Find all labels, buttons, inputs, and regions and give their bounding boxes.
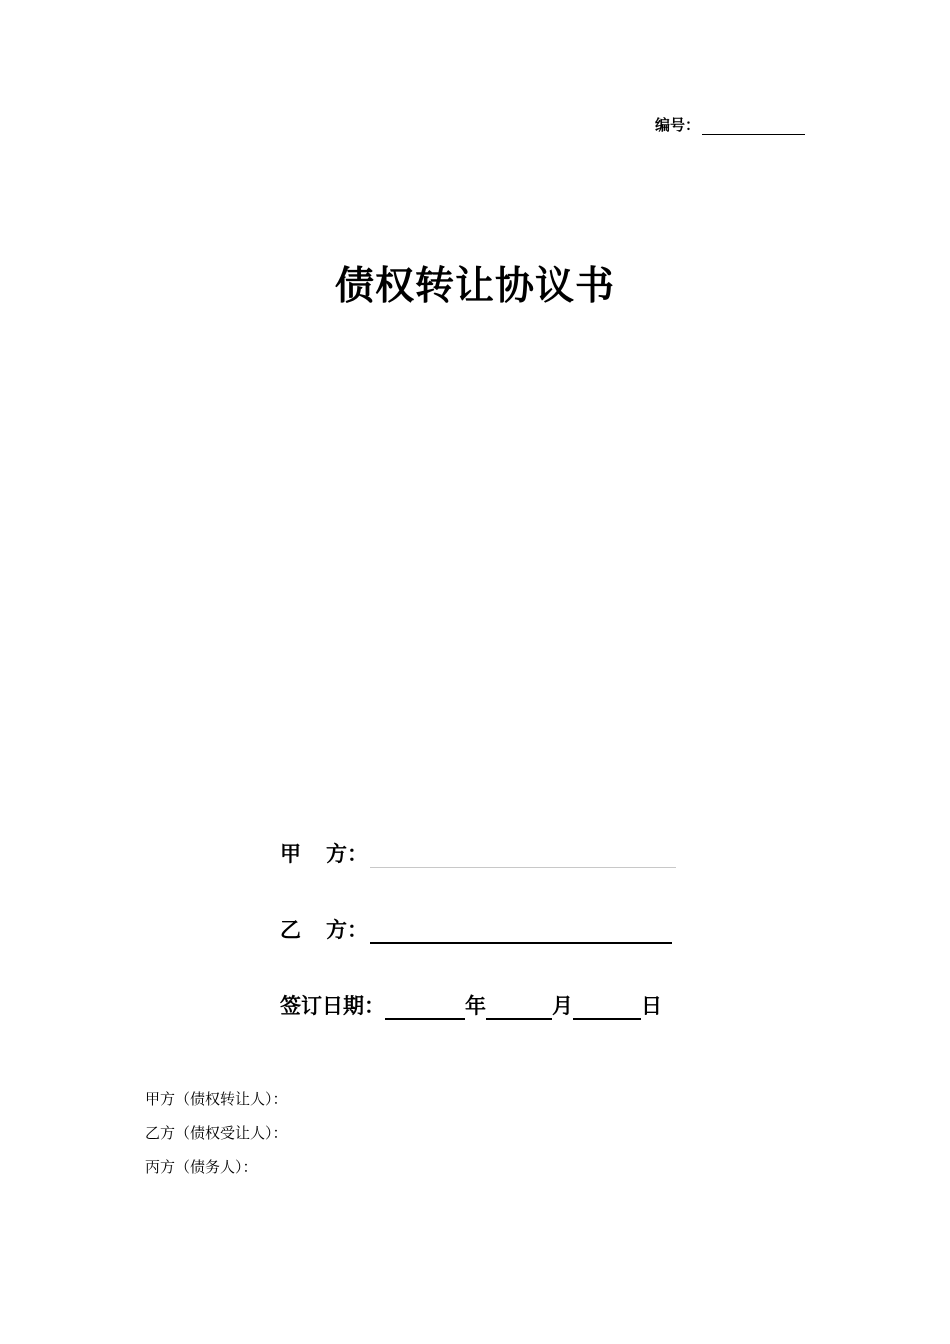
document-number	[655, 114, 805, 135]
sign-date-month-blank[interactable]	[486, 998, 552, 1020]
sign-date-label: 签订日期：	[280, 994, 385, 1018]
party-a-field	[280, 838, 676, 868]
party-a-label-char2: 方：	[326, 842, 368, 866]
party-b-line: 乙方（债权受让人）：	[145, 1124, 288, 1142]
party-a-line: 甲方（债权转让人）：	[145, 1090, 288, 1108]
party-a-blank[interactable]	[370, 847, 676, 868]
sign-date-day-label: 日	[641, 994, 662, 1018]
party-b-label-char1: 乙	[280, 918, 301, 942]
sign-date-year-label: 年	[465, 994, 486, 1018]
sign-date-year-blank[interactable]	[385, 998, 465, 1020]
party-c-line: 丙方（债务人）：	[145, 1158, 258, 1176]
party-b-field	[280, 914, 672, 944]
party-b-label-char2: 方：	[326, 918, 368, 942]
party-a-label-char1: 甲	[280, 842, 301, 866]
party-b-blank[interactable]	[370, 922, 672, 944]
document-number-blank[interactable]	[702, 118, 805, 135]
document-number-label: 编号：	[655, 116, 701, 134]
sign-date-field	[280, 990, 662, 1020]
sign-date-day-blank[interactable]	[573, 998, 641, 1020]
sign-date-month-label: 月	[552, 994, 573, 1018]
document-title: 债权转让协议书	[334, 263, 615, 309]
